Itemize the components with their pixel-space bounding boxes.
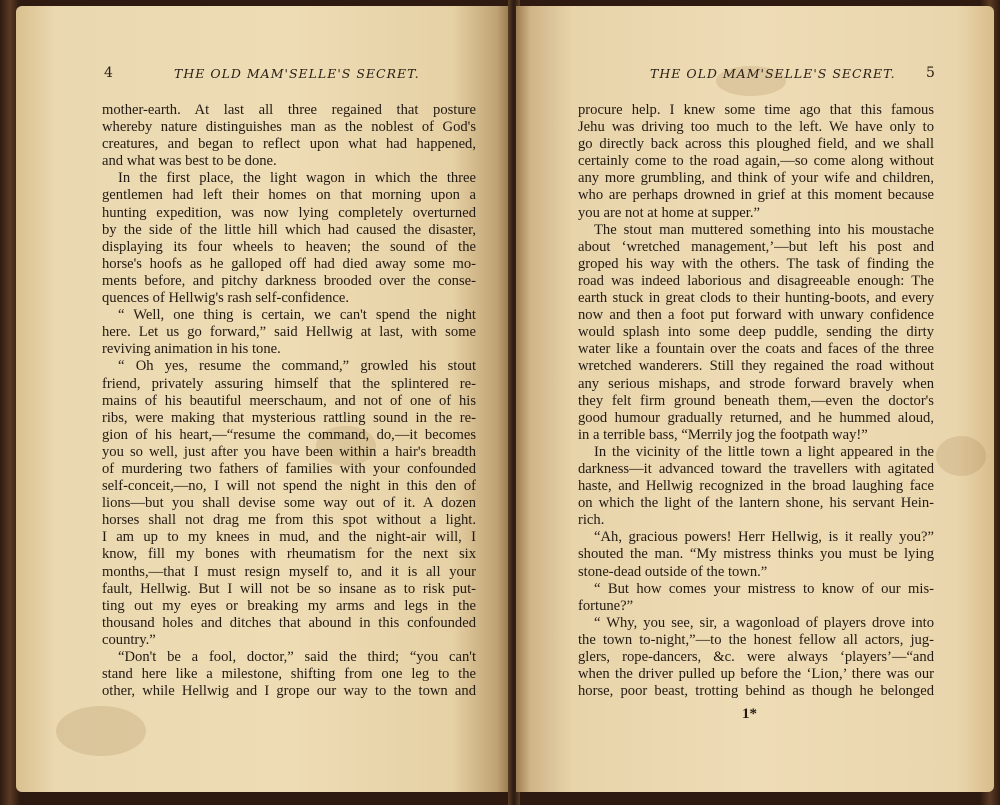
text-line: fortune?” (578, 597, 634, 614)
text-line: about ‘wretched management,’—but left his post and (578, 238, 934, 255)
text-line: certainly come to the road again,—so come along without (578, 153, 934, 170)
text-line: procure help. I knew some time ago that this famous (578, 102, 934, 118)
text-line: any more grumbling, and think of your wife and children, (578, 170, 934, 187)
text-line: ting out my eyes or breaking my arms and legs in the (102, 597, 476, 614)
text-line: Jehu was driving too much to the left. We have only to (578, 119, 934, 136)
text-line: whereby nature distinguishes man as the noblest of God's (102, 119, 476, 136)
running-head: THE OLD MAM'SELLE'S SECRET. (650, 66, 896, 81)
text-line: rich. (578, 512, 605, 529)
text-line: horses shall not drag me from this spot without a light. (102, 512, 476, 529)
text-line: shouted the man. “My mistress thinks you must be lying (578, 546, 934, 563)
text-line: “ Oh yes, resume the command,” growled his stout (118, 358, 476, 375)
text-line: who are perhaps drowned in grief at this moment because (578, 187, 934, 204)
text-line: good humour gradually returned, and he hummed aloud, (578, 409, 934, 426)
text-line: mains of his beautiful meerschaum, and not of one of his (102, 392, 476, 409)
text-line: and what was best to be done. (102, 153, 277, 170)
page-body (102, 102, 476, 700)
text-line: self-conceit,—no, I will not spend the night in this den of (102, 478, 476, 495)
text-line: horse's hoofs as he galloped off had died away some mo- (102, 255, 476, 272)
right-page (516, 6, 994, 792)
text-line: In the vicinity of the little town a light appeared in the (594, 443, 934, 460)
text-line: gentlemen had left their homes on that morning upon a (102, 187, 476, 204)
text-line: fault, Hellwig. But I will not be so insane as to risk put- (102, 580, 476, 597)
text-line: road was indeed laborious and disagreeable enough: The (578, 272, 934, 289)
text-line: “ Why, you see, sir, a wagonload of players drove into (594, 614, 934, 631)
text-line: would splash into some deep puddle, sending the dirty (578, 324, 934, 341)
text-line: The stout man muttered something into his moustache (594, 221, 934, 238)
text-line: months,—that I must resign myself to, and it is all your (102, 563, 476, 580)
left-page (16, 6, 512, 792)
text-line: you so well, just after you have been within a hair's breadth (102, 443, 476, 460)
text-line: gion of his heart,—“resume the command, do,—it becomes (102, 426, 476, 443)
running-head: THE OLD MAM'SELLE'S SECRET. (174, 66, 420, 81)
stain (56, 706, 146, 756)
signature-mark: 1* (742, 706, 757, 722)
text-line: groped his way with the others. The task of finding the (578, 255, 934, 272)
page-body (578, 102, 934, 700)
text-line: “Ah, gracious powers! Herr Hellwig, is it really you?” (594, 529, 934, 546)
text-line: here. Let us go forward,” said Hellwig at last, with some (102, 324, 476, 341)
text-line: mother-earth. At last all three regained that posture (102, 102, 476, 118)
text-line: darkness—it advanced toward the travellers with agitated (578, 460, 934, 477)
text-line: by the side of the little hill which had caused the disaster, (102, 221, 476, 238)
text-line: “ Well, one thing is certain, we can't spend the night (118, 307, 476, 324)
text-line: stand here like a milestone, shifting from one leg to the (102, 666, 476, 683)
text-line: “Don't be a fool, doctor,” said the third; “you can't (118, 649, 476, 665)
text-line: haste, and Hellwig recognized in the broad laughing face (578, 478, 934, 495)
text-line: earth stuck in great clods to their hunting-boots, and every (578, 290, 934, 307)
text-line: horse, poor beast, trotting behind as though he belonged (578, 683, 934, 700)
text-line: stone-dead outside of the town.” (578, 563, 768, 580)
text-line: wretched wanderers. Still they regained the road without (578, 358, 934, 375)
text-line: In the first place, the light wagon in which the three (118, 170, 476, 187)
text-line: quences of Hellwig's rash self-confidence. (102, 290, 349, 307)
stain (936, 436, 986, 476)
text-line: displaying its four wheels to heaven; the sound of the (102, 238, 476, 255)
text-line: “ But how comes your mistress to know of our mis- (594, 580, 934, 597)
text-line: water like a fountain over the coats and faces of the three (578, 341, 934, 358)
text-line: of murdering two fathers of families with your confounded (102, 460, 476, 477)
text-line: ments before, and pitchy darkness brooded over the conse- (102, 272, 476, 289)
text-line: glers, rope-dancers, &c. were always ‘players’—“and (578, 649, 934, 665)
text-line: go directly back across this ploughed field, and we shall (578, 136, 934, 153)
text-line: know, fill my bones with rheumatism for the next six (102, 546, 476, 563)
text-line: on which the light of the lantern shone, his servant Hein- (578, 495, 934, 512)
text-line: country.” (102, 631, 156, 648)
text-line: I am up to my knees in mud, and the night-air will, I (102, 529, 476, 546)
page-number: 4 (104, 65, 113, 81)
text-line: lions—but you shall devise some way out of it. A dozen (102, 495, 476, 512)
text-line: ribs, were making that mysterious rattling sound in the re- (102, 409, 476, 426)
text-line: now and then a foot put forward with unwary confidence (578, 307, 934, 324)
text-line: reviving animation in his tone. (102, 341, 281, 358)
text-line: when the driver pulled up before the ‘Lion,’ there was our (578, 666, 934, 683)
text-line: any serious mishaps, and strode forward bravely when (578, 375, 934, 392)
text-line: other, while Hellwig and I grope our way to the town and (102, 683, 476, 700)
page-number: 5 (926, 65, 935, 81)
text-line: creatures, and began to reflect upon what had happened, (102, 136, 476, 153)
text-line: hunting expedition, was now lying completely overturned (102, 204, 476, 221)
text-line: friend, privately assuring himself that the splintered re- (102, 375, 476, 392)
text-line: you are not at home at supper.” (578, 204, 760, 221)
text-line: in a terrible bass, “Merrily jog the footpath way!” (578, 426, 868, 443)
text-line: they felt firm ground beneath them,—even the doctor's (578, 392, 934, 409)
text-line: the town to-night,”—to the honest fellow all actors, jug- (578, 631, 934, 648)
text-line: thousand holes and ditches that abound in this confounded (102, 614, 476, 631)
